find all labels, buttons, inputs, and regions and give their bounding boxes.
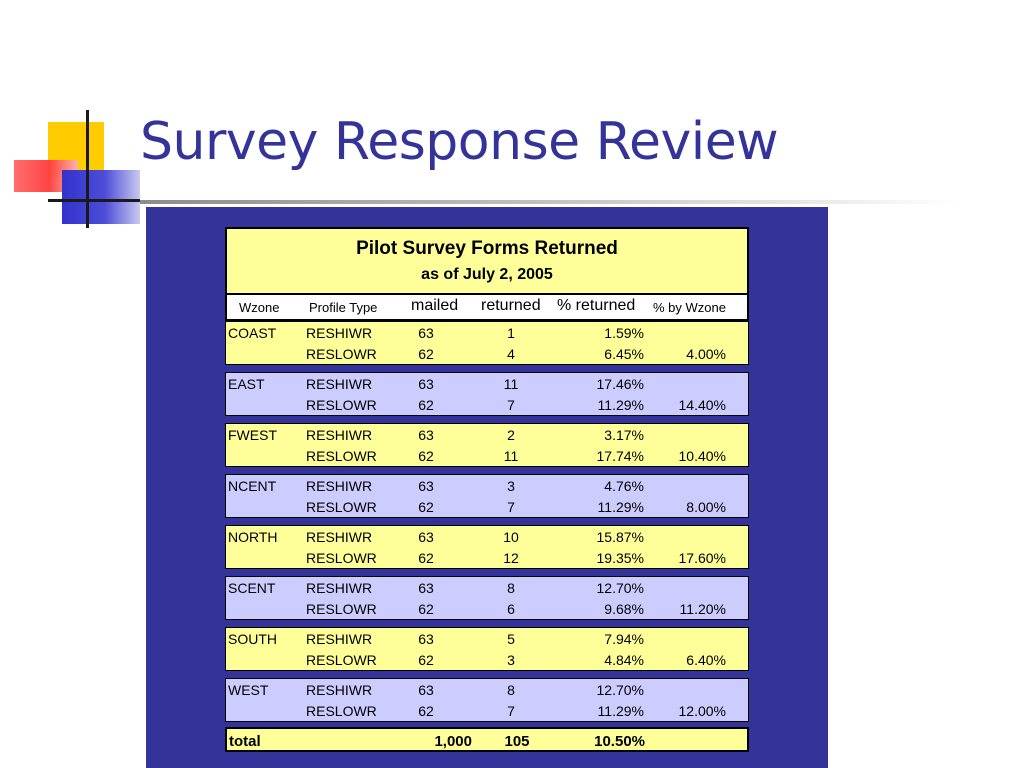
pct-by-wzone-cell: 11.20% <box>679 601 726 617</box>
mailed-cell: 62 <box>418 652 434 668</box>
zone-group <box>225 576 749 620</box>
profile-type-cell: RESLOWR <box>306 652 377 668</box>
returned-cell: 1 <box>507 325 515 341</box>
returned-cell: 11 <box>503 376 519 392</box>
zone-group <box>225 423 749 467</box>
table-row <box>226 547 748 568</box>
pct-returned-cell: 17.74% <box>596 448 644 464</box>
table-row <box>226 679 748 700</box>
returned-cell: 7 <box>507 499 515 515</box>
returned-cell: 5 <box>507 631 515 647</box>
mailed-cell: 63 <box>418 682 434 698</box>
profile-type-cell: RESHIWR <box>306 478 373 494</box>
zone-group <box>225 321 749 365</box>
returned-cell: 12 <box>503 550 519 566</box>
pct-by-wzone-cell: 8.00% <box>686 499 726 515</box>
decor-blue-square <box>62 170 140 224</box>
table-row <box>226 343 748 364</box>
profile-type-cell: RESLOWR <box>306 703 377 719</box>
zone-cell: WEST <box>228 682 269 698</box>
mailed-cell: 62 <box>418 346 434 362</box>
returned-cell: 6 <box>507 601 515 617</box>
col-pct-by-wzone: % by Wzone <box>653 300 726 315</box>
total-returned: 105 <box>504 733 530 750</box>
slide-title: Survey Response Review <box>140 112 779 172</box>
mailed-cell: 62 <box>418 550 434 566</box>
pct-returned-cell: 11.29% <box>597 499 644 515</box>
zone-group <box>225 372 749 416</box>
returned-cell: 8 <box>507 682 515 698</box>
profile-type-cell: RESHIWR <box>306 631 373 647</box>
table-row <box>226 424 748 445</box>
column-headers <box>225 295 749 321</box>
pct-by-wzone-cell: 14.40% <box>678 397 726 413</box>
pct-returned-cell: 12.70% <box>596 682 644 698</box>
pct-returned-cell: 12.70% <box>596 580 644 596</box>
table-row <box>226 373 748 394</box>
table-title: Pilot Survey Forms Returned <box>356 238 618 259</box>
pct-returned-cell: 11.29% <box>597 703 644 719</box>
pct-by-wzone-cell: 17.60% <box>678 550 726 566</box>
zone-cell: EAST <box>228 376 265 392</box>
profile-type-cell: RESLOWR <box>306 346 377 362</box>
title-underline <box>140 200 960 204</box>
table-subtitle: as of July 2, 2005 <box>421 266 553 283</box>
profile-type-cell: RESHIWR <box>306 580 373 596</box>
pct-returned-cell: 9.68% <box>604 601 644 617</box>
table-row <box>226 526 748 547</box>
table-row <box>226 628 748 649</box>
table-row <box>226 394 748 415</box>
pct-returned-cell: 11.29% <box>597 397 644 413</box>
profile-type-cell: RESHIWR <box>306 376 373 392</box>
col-pct-returned: % returned <box>557 297 636 314</box>
pct-by-wzone-cell: 6.40% <box>686 652 726 668</box>
profile-type-cell: RESHIWR <box>306 529 373 545</box>
pct-returned-cell: 1.59% <box>604 325 644 341</box>
mailed-cell: 62 <box>418 499 434 515</box>
table-body <box>225 321 749 722</box>
mailed-cell: 63 <box>418 376 434 392</box>
returned-cell: 3 <box>507 652 515 668</box>
total-pct: 10.50% <box>594 733 645 750</box>
zone-cell: COAST <box>228 325 277 341</box>
table-row <box>226 700 748 721</box>
zone-group <box>225 474 749 518</box>
returned-cell: 11 <box>503 448 519 464</box>
zone-cell: NCENT <box>228 478 277 494</box>
profile-type-cell: RESLOWR <box>306 499 377 515</box>
profile-type-cell: RESLOWR <box>306 448 377 464</box>
returned-cell: 2 <box>507 427 515 443</box>
table-row <box>226 649 748 670</box>
col-wzone: Wzone <box>239 300 280 315</box>
table-panel <box>146 207 828 768</box>
mailed-cell: 62 <box>418 448 434 464</box>
pct-returned-cell: 17.46% <box>596 376 644 392</box>
decor-horizontal-line <box>48 199 140 202</box>
pct-returned-cell: 7.94% <box>604 631 644 647</box>
zone-cell: NORTH <box>228 529 278 545</box>
profile-type-cell: RESHIWR <box>306 325 373 341</box>
pct-returned-cell: 6.45% <box>604 346 644 362</box>
pct-by-wzone-cell: 10.40% <box>678 448 726 464</box>
zone-group <box>225 678 749 722</box>
table-row <box>226 445 748 466</box>
col-returned: returned <box>481 297 541 314</box>
table-row <box>226 322 748 343</box>
pct-returned-cell: 15.87% <box>596 529 644 545</box>
profile-type-cell: RESLOWR <box>306 601 377 617</box>
pct-returned-cell: 4.76% <box>604 478 644 494</box>
returned-cell: 7 <box>507 397 515 413</box>
pct-returned-cell: 19.35% <box>596 550 644 566</box>
mailed-cell: 63 <box>418 529 434 545</box>
pct-returned-cell: 3.17% <box>604 427 644 443</box>
profile-type-cell: RESHIWR <box>306 427 373 443</box>
zone-cell: FWEST <box>228 427 277 443</box>
zone-group <box>225 627 749 671</box>
mailed-cell: 62 <box>418 601 434 617</box>
returned-cell: 10 <box>503 529 519 545</box>
zone-cell: SOUTH <box>228 631 277 647</box>
zone-group <box>225 525 749 569</box>
zone-cell: SCENT <box>228 580 276 596</box>
survey-table <box>225 227 749 752</box>
returned-cell: 8 <box>507 580 515 596</box>
mailed-cell: 63 <box>418 580 434 596</box>
returned-cell: 7 <box>507 703 515 719</box>
returned-cell: 3 <box>507 478 515 494</box>
mailed-cell: 63 <box>418 631 434 647</box>
table-row <box>226 577 748 598</box>
table-header <box>225 227 749 295</box>
mailed-cell: 63 <box>418 478 434 494</box>
mailed-cell: 63 <box>418 325 434 341</box>
decor-vertical-line <box>86 110 89 228</box>
total-mailed: 1,000 <box>434 733 472 750</box>
table-row <box>226 475 748 496</box>
table-row <box>226 496 748 517</box>
mailed-cell: 63 <box>418 427 434 443</box>
total-row <box>225 727 749 752</box>
profile-type-cell: RESLOWR <box>306 550 377 566</box>
col-profile-type: Profile Type <box>309 300 378 315</box>
profile-type-cell: RESLOWR <box>306 397 377 413</box>
col-mailed: mailed <box>411 297 459 314</box>
table-row <box>226 598 748 619</box>
pct-by-wzone-cell: 4.00% <box>686 346 726 362</box>
pct-returned-cell: 4.84% <box>604 652 644 668</box>
profile-type-cell: RESHIWR <box>306 682 373 698</box>
mailed-cell: 62 <box>418 397 434 413</box>
pct-by-wzone-cell: 12.00% <box>678 703 726 719</box>
total-label: total <box>229 733 261 750</box>
mailed-cell: 62 <box>418 703 434 719</box>
returned-cell: 4 <box>507 346 515 362</box>
